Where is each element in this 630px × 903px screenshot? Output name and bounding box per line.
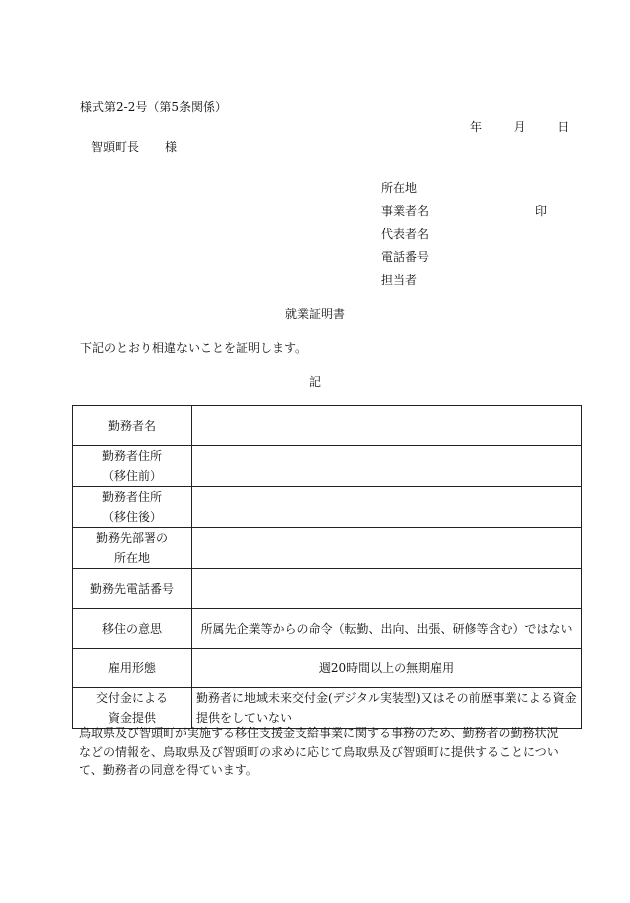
- sender-field-representative: [381, 226, 561, 249]
- sender-field-phone: [381, 249, 561, 272]
- seal-mark: 印: [535, 204, 548, 218]
- ki-heading: 記: [308, 375, 321, 389]
- sender-field-label: 所在地: [381, 181, 418, 195]
- employment-type-value: 週20時間以上の無期雇用: [192, 649, 582, 688]
- row-label: [73, 406, 192, 446]
- label-line: 勤務先部署の: [95, 531, 168, 545]
- table-row: [73, 446, 582, 487]
- addressee-name: 智頭町長: [91, 140, 140, 154]
- table-row: [73, 487, 582, 528]
- document-title: 就業証明書: [284, 307, 345, 321]
- sender-field-label: 事業者名: [381, 204, 430, 218]
- sender-field-location: [381, 180, 561, 203]
- date-line: [470, 118, 569, 135]
- consent-note: 鳥取県及び智頭町が実施する移住支援金支給事業に関する事務のため、勤務者の勤務状況などの情報を、鳥取県及び智頭町の求めに応じて鳥取県及び智頭町に提供することについて、勤務者の同意を得ています。: [79, 726, 559, 777]
- employment-form-table: [72, 405, 582, 729]
- form-number: 様式第2-2号（第5条関係）: [80, 100, 227, 114]
- relocation-intent-value: 所属先企業等からの命令（転勤、出向、出張、研修等含む）ではない: [192, 609, 582, 649]
- label-line: 移住の意思: [101, 621, 162, 636]
- label-line: （移住前）: [101, 469, 162, 483]
- row-label: [73, 487, 192, 528]
- row-label: [73, 688, 192, 729]
- sender-field-label: 担当者: [381, 273, 418, 287]
- sender-field-label: 代表者名: [381, 227, 430, 241]
- table-row: [73, 688, 582, 729]
- table-row: [73, 649, 582, 688]
- grant-funding-value: 勤務者に地域未来交付金(デジタル実装型)又はその前歴事業による資金提供をしていない: [192, 688, 582, 729]
- table-row: [73, 609, 582, 649]
- table-row: [73, 528, 582, 569]
- worker-name-field[interactable]: [192, 406, 582, 446]
- addressee: [91, 138, 177, 155]
- table-row: [73, 406, 582, 446]
- label-line: （移住後）: [101, 510, 162, 524]
- row-label: [73, 528, 192, 569]
- date-year-label: 年: [470, 120, 483, 134]
- office-phone-field[interactable]: [192, 569, 582, 609]
- address-after-field[interactable]: [192, 487, 582, 528]
- date-day-label: 日: [557, 120, 570, 134]
- row-label: [73, 609, 192, 649]
- office-location-field[interactable]: [192, 528, 582, 569]
- label-line: 勤務先電話番号: [89, 581, 174, 596]
- row-label: [73, 446, 192, 487]
- row-label: [73, 649, 192, 688]
- sender-block: [381, 180, 561, 295]
- certification-statement: 下記のとおり相違ないことを証明します。: [80, 341, 308, 355]
- label-line: 資金提供: [107, 711, 156, 725]
- date-month-label: 月: [513, 120, 526, 134]
- label-line: 勤務者住所: [101, 490, 162, 504]
- label-line: 所在地: [113, 551, 150, 565]
- addressee-honorific: 様: [165, 140, 178, 154]
- table-row: [73, 569, 582, 609]
- address-before-field[interactable]: [192, 446, 582, 487]
- sender-field-label: 電話番号: [381, 250, 430, 264]
- row-label: [73, 569, 192, 609]
- label-line: 勤務者名: [107, 418, 156, 433]
- sender-field-contact-person: [381, 272, 561, 295]
- label-line: 勤務者住所: [101, 449, 162, 463]
- label-line: 交付金による: [95, 691, 168, 705]
- label-line: 雇用形態: [107, 661, 156, 675]
- sender-field-business-name: [381, 203, 561, 226]
